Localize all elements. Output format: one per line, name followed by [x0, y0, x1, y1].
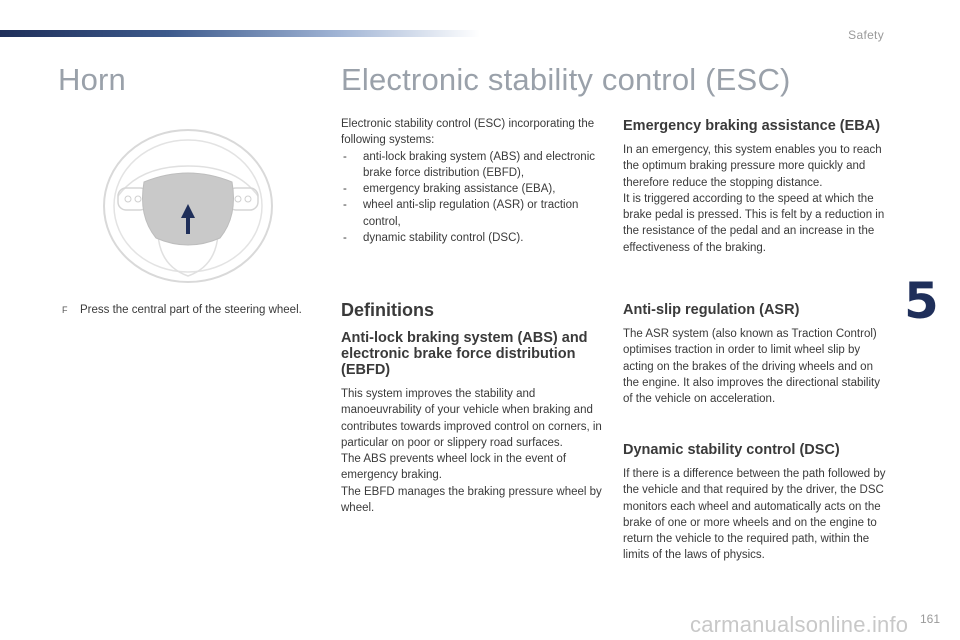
list-item: - dynamic stability control (DSC).	[343, 232, 524, 245]
esc-intro-text: Electronic stability control (ESC) incorporating the following systems:	[341, 118, 595, 147]
eba-text-2: It is triggered according to the speed at which the brake pedal is pressed. This is felt by a reduction in the resistance of the pedal and an increase in the effectiveness of the braking.	[623, 192, 885, 254]
abs-text-1: This system improves the stability and manoeuvrability of your vehicle when braking and contributes towards improved control on corners, in particular on poor or slippery road surfaces.	[341, 388, 602, 449]
asr-heading: Anti-slip regulation (ASR)	[623, 302, 800, 318]
list-item: - wheel anti-slip regulation (ASR) or traction control,	[343, 199, 579, 228]
list-item: - anti-lock braking system (ABS) and electronic brake force distribution (EBFD),	[343, 150, 596, 179]
top-accent-bar	[0, 30, 480, 37]
dsc-heading: Dynamic stability control (DSC)	[623, 442, 840, 458]
eba-heading: Emergency braking assistance (EBA)	[623, 118, 881, 134]
abs-section	[341, 330, 603, 516]
eba-text-1: In an emergency, this system enables you to reach the optimum braking pressure more quickly and therefore reduce the stopping distance.	[623, 144, 882, 189]
asr-section	[623, 302, 891, 407]
asr-text: The ASR system (also known as Traction Control) optimises traction in order to limit wheel slip by acting on the brakes of the driving wheels and on the engine. It also improves the directional stability of the vehicle on acceleration.	[623, 328, 880, 406]
eba-section	[623, 118, 891, 256]
dsc-section	[623, 442, 891, 564]
steering-wheel-illustration	[100, 126, 276, 286]
abs-text-3: The EBFD manages the braking pressure wheel by wheel.	[341, 485, 602, 515]
watermark-text: carmanualsonline.info	[690, 612, 909, 637]
abs-text-2: The ABS prevents wheel lock in the event of emergency braking.	[341, 453, 567, 482]
horn-title: Horn	[58, 62, 126, 97]
page-number: 161	[919, 612, 940, 626]
list-item: - emergency braking assistance (EBA),	[343, 183, 556, 196]
abs-heading: Anti-lock braking system (ABS) and electronic brake force distribution (EBFD)	[341, 330, 588, 378]
horn-instruction	[62, 302, 302, 318]
esc-intro	[341, 116, 603, 246]
definitions-heading: Definitions	[341, 300, 434, 320]
dsc-text: If there is a difference between the path followed by the vehicle and that required by the driver, the DSC monitors each wheel and automatically acts on the brake of one or more wheels and on the engine to return the vehicle to the required path, within the limits of the laws of physics.	[623, 468, 886, 562]
horn-instruction-text: Press the central part of the steering wheel.	[80, 304, 302, 316]
esc-title: Electronic stability control (ESC)	[341, 62, 791, 97]
section-name: Safety	[848, 28, 884, 42]
bullet-icon: F	[62, 305, 68, 315]
chapter-number: 5	[904, 272, 939, 330]
esc-systems-list	[341, 149, 603, 247]
